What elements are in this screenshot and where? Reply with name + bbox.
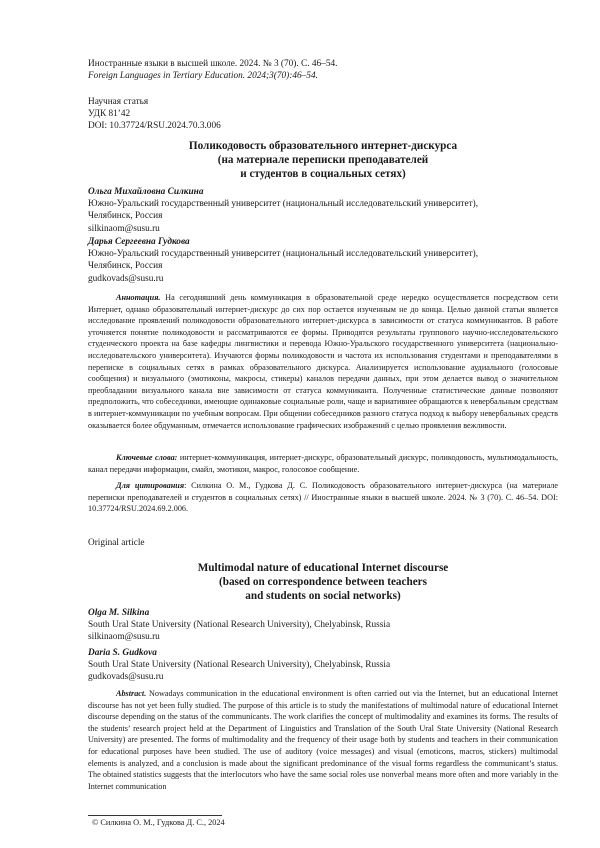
article-meta	[88, 96, 558, 133]
journal-header	[88, 58, 558, 82]
abstract-ru	[88, 292, 558, 431]
title-en-line: Multimodal nature of educational Internet discourse	[197, 562, 449, 574]
citation-label: Для цитирования	[116, 481, 185, 490]
author-email: silkinaom@susu.ru	[88, 223, 160, 234]
title-en	[88, 561, 558, 603]
author-affiliation: Южно-Уральский государственный университет (национальный исследовательский университет),	[88, 199, 479, 210]
copyright-footer: © Силкина О. М., Гудкова Д. С., 2024	[92, 818, 225, 827]
journal-en: Foreign Languages in Tertiary Education. 2024;3(70):46–54.	[88, 71, 318, 82]
abstract-label: Abstract.	[116, 689, 147, 698]
udk: УДК 81’42	[88, 109, 131, 120]
author-name: Olga M. Silkina	[88, 608, 150, 618]
keywords-ru	[88, 452, 558, 475]
author-name: Дарья Сергеевна Гудкова	[88, 237, 190, 247]
abstract-label: Аннотация.	[116, 293, 161, 302]
article-type-ru: Научная статья	[88, 97, 149, 107]
author-email: silkinaom@susu.ru	[88, 632, 160, 643]
author-ru-1	[88, 186, 558, 235]
abstract-text: Nowadays communication in the educational environment is often carried out via the Internet, but an educational Internet discourse has not yet been fully studied. The purpose of this article is to study the manifestations of multimodal nature of educational Internet discourse depending on the status of the communicants. The work clarifies the concept of multimodality and examines its forms. The results of the students’ research project held at the Department of Linguistics and Translation of the South Ural State University (National Research University) are presented. The forms of multimodality and the frequency of their usage both by students and teachers in their communication for educational purposes have been studied. The use of auditory (voice messages) and visual (emoticons, macros, stickers) multimodal elements is analyzed, and a conclusion is made about the significant predominance of the visual forms regardless the communicant’s status. The obtained statistics suggests that the interlocutors who have the same social roles use nonverbal means more often and more variably in the Internet communication	[88, 689, 559, 791]
author-en-1	[88, 607, 558, 644]
author-affiliation: Южно-Уральский государственный университет (национальный исследовательский университет),	[88, 249, 479, 260]
title-en-line: and students on social networks)	[245, 590, 401, 602]
keywords-text: интернет-коммуникация, интернет-дискурс, образовательный дискурс, поликодовость, мультимодальность, канал передачи информации, смайл, эмотикон, макрос, голосовое сообщение.	[88, 453, 558, 474]
abstract-text: На сегодняшний день коммуникация в образовательной среде нередко осуществляется посредством сети Интернет, однако образовательный интернет-дискурс до сих пор остается изученным не до конца. Целью данной статьи является исследование проявлений поликодовости образовательного интернет-дискурса в зависимости от статуса коммуникантов. В работе уточняется понятие поликодовости и рассматриваются ее формы. Приводятся результаты группового научно-исследовательского студенческого проекта на базе кафедры лингвистики и перевода Южно-Уральского государственного университета (национально-исследовательского университета). Изучаются формы поликодовости и частота их использования студентами и преподавателями в переписке в социальных сетях в рамках образовательного дискурса. Анализируется использование аудиального (голосовые сообщения) и визуального (эмотиконы, макросы, стикеры) каналов передачи данных, при этом делается вывод о значительном преобладании визуального канала вне зависимости от статуса коммуниканта. Полученные статистические данные позволяют предположить, что собеседники, имеющие одинаковые социальные роли, чаще и вариативнее обращаются к невербальным средствам в интернет-коммуникации по учебным вопросам. При общении собеседников разного статуса подход к выбору невербальных средств оказывается более обдуманным, отмечается использование графических изображений с целью проявления вежливости.	[88, 293, 559, 430]
author-email: gudkovads@susu.ru	[88, 273, 164, 284]
author-city: Челябинск, Россия	[88, 211, 163, 222]
abstract-en	[88, 688, 558, 792]
doi: DOI: 10.37724/RSU.2024.70.3.006	[88, 121, 221, 132]
author-name: Daria S. Gudkova	[88, 648, 157, 658]
citation-text: : Силкина О. М., Гудкова Д. С. Поликодовость образовательного интернет-дискурса (на материале переписки преподавателей и студентов в социальных сетях) // Иностранные языки в высшей школе. 2024. № 3 (70). С. 46–54. DOI: 10.37724/RSU.2024.69.2.006.	[88, 481, 558, 514]
article-type-en: Original article	[88, 538, 145, 548]
citation-ru	[88, 480, 558, 515]
title-ru-line: (на материале переписки преподавателей	[217, 154, 429, 166]
journal-ru: Иностранные языки в высшей школе. 2024. № 3 (70). С. 46–54.	[88, 59, 338, 69]
title-en-line: (based on correspondence between teachers	[219, 576, 427, 588]
author-ru-2	[88, 236, 558, 285]
author-city: Челябинск, Россия	[88, 261, 163, 272]
author-name: Ольга Михайловна Силкина	[88, 187, 204, 197]
title-ru-line: Поликодовость образовательного интернет-дискурса	[188, 140, 458, 152]
keywords-label: Ключевые слова:	[116, 453, 178, 462]
author-en-2	[88, 647, 558, 684]
author-affiliation: South Ural State University (National Research University), Chelyabinsk, Russia	[88, 660, 391, 671]
title-ru-line: и студентов в социальных сетях)	[240, 168, 406, 180]
footnote-divider	[88, 815, 222, 816]
author-affiliation: South Ural State University (National Research University), Chelyabinsk, Russia	[88, 620, 391, 631]
title-ru	[88, 139, 558, 181]
author-email: gudkovads@susu.ru	[88, 672, 164, 683]
